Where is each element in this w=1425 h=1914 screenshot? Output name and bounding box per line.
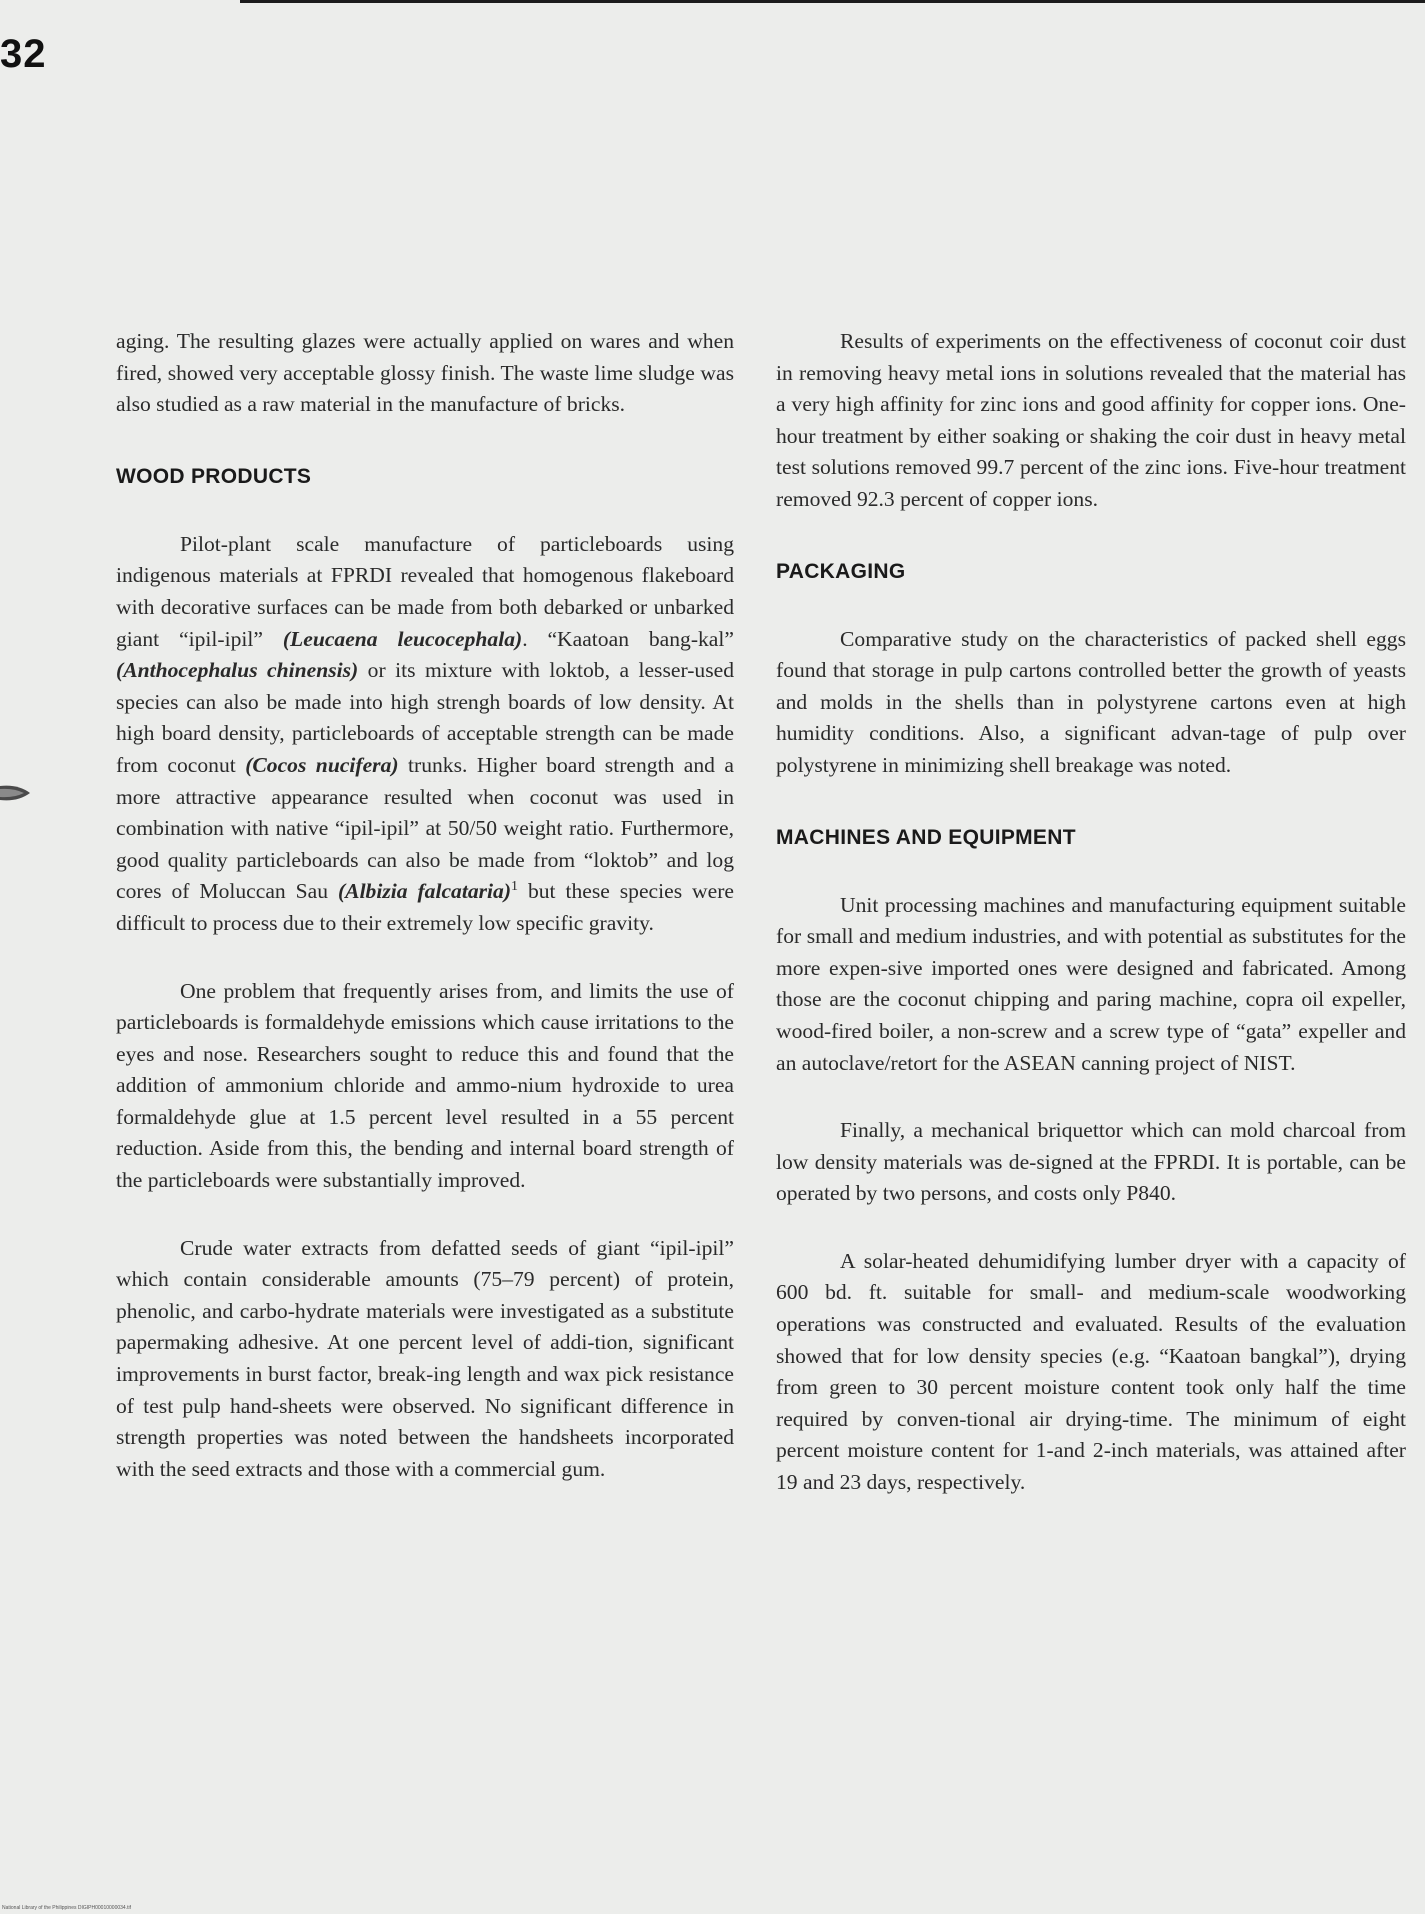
paragraph-coir-dust: Results of experiments on the effectiveness of coconut coir dust in removing heavy metal ions in solutions revealed that the material has a very high affinity for zinc ions and good affinity for copper ions. One-hour treatment by either soaking or shaking the coir dust in heavy metal test solutions removed 99.7 percent of the zinc ions. Five-hour treatment removed 92.3 percent of copper ions. [776,329,1406,511]
text-run: Pilot-plant scale manufacture of particleboards using indigenous materials at FPRDI revealed that homogenous flakeboard with decorative surfaces can be made from both debarked or unbarked giant “ipil-ipil” [116,531,734,651]
paragraph-lumber-dryer: A solar-heated dehumidifying lumber dryer with a capacity of 600 bd. ft. suitable for small- and medium-scale woodworking operations was constructed and evaluated. Results of the evaluation showed that for low density species (e.g. “Kaatoan bangkal”), drying from green to 30 percent moisture content took only half the time required by conven-tional air drying-time. The minimum of eight percent moisture content for 1-and 2-inch materials, was attained after 19 and 23 days, respectively. [776,1248,1406,1495]
footnote-marker: 1 [511,879,519,895]
scientific-name: (Leucaena leucocephala) [282,626,523,651]
scan-footer: National Library of the Philippines DIGIPH00010000034.tif [2,1905,131,1911]
paragraph-glazes: aging. The resulting glazes were actually applied on wares and when fired, showed very acceptable glossy finish. The waste lime sludge was also studied as a raw material in the manufacture of bricks. [116,329,734,417]
paragraph-formaldehyde: One problem that frequently arises from, and limits the use of particleboards is formaldehyde emissions which cause irritations to the eyes and nose. Researchers sought to reduce this and found that the addition of ammonium chloride and ammo-nium hydroxide to urea formaldehyde glue at 1.5 percent level resulted in a 55 percent reduction. Aside from this, the bending and internal board strength of the particleboards were substantially improved. [116,978,734,1193]
heading-machines-equipment: MACHINES AND EQUIPMENT [776,825,1076,849]
text-run: but these species were difficult to process due to their extremely low specific gravity. [116,879,734,935]
heading-packaging: PACKAGING [776,559,906,583]
paragraph-processing-machines: Unit processing machines and manufacturing equipment suitable for small and medium industries, and with potential as substitutes for the more expen-sive imported ones were designed and fabricated. Among those are the coconut chipping and paring machine, copra oil expeller, wood-fired boiler, a non-screw and a screw type of “gata” expeller and an autoclave/retort for the ASEAN canning project of NIST. [776,892,1406,1075]
page-number: 32 [0,32,47,76]
text-run: . “Kaatoan bang-kal” [522,626,734,651]
paragraph-shell-eggs: Comparative study on the characteristics of packed shell eggs found that storage in pulp cartons controlled better the growth of yeasts and molds in the shells than in polystyrene cartons even at high humidity conditions. Also, a significant advan-tage of pulp over polystyrene in minimizing shell breakage was noted. [776,626,1406,777]
scientific-name: (Albizia falcataria) [337,879,512,904]
text-run: or its mixture with loktob, a lesser-used species can also be made into high strengh boards of low density. At high board density, particleboards of acceptable strength can be made from coconut [116,658,734,777]
paragraph-briquettor: Finally, a mechanical briquettor which can mold charcoal from low density materials was de-signed at the FPRDI. It is portable, can be operated by two persons, and costs only P840. [776,1118,1406,1206]
heading-wood-products: WOOD PRODUCTS [116,464,312,488]
paragraph-adhesive: Crude water extracts from defatted seeds of giant “ipil-ipil” which contain considerable amounts (75–79 percent) of protein, phenolic, and carbo-hydrate materials were investigated as a substitute papermaking adhesive. At one percent level of addi-tion, significant improvements in burst factor, break-ing length and wax pick resistance of test pulp hand-sheets were observed. No significant difference in strength properties was noted between the handsheets incorporated with the seed extracts and those with a commercial gum. [116,1235,734,1481]
top-rule [240,0,1425,3]
text-run: trunks. Higher board strength and a more attractive appearance resulted when coconut was used in combination with native “ipil-ipil” at 50/50 weight ratio. Furthermore, good quality particleboards can also be made from “loktob” and log cores of Moluccan Sau [116,752,734,904]
scientific-name: (Cocos nucifera) [245,752,399,777]
scientific-name: (Anthocephalus chinensis) [116,658,359,683]
paragraph-particleboards [116,529,734,940]
right-column [776,326,1406,1499]
binding-clip-mark [0,782,34,804]
left-column [116,326,734,1485]
